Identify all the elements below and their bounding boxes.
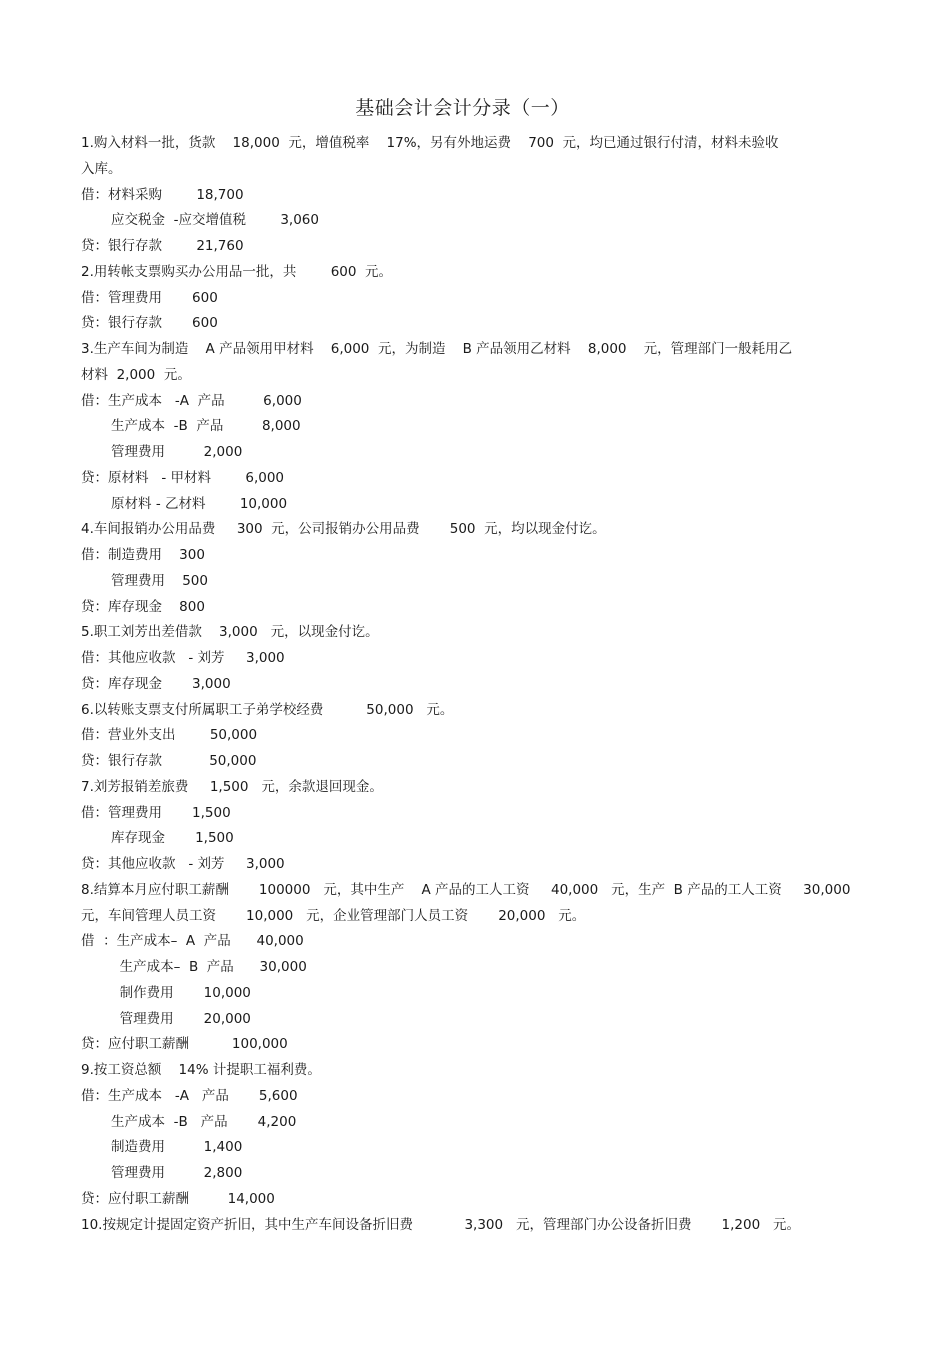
text-line: 管理费用 2,000 — [81, 444, 243, 460]
text-line: 贷：库存现金 3,000 — [81, 675, 231, 692]
text-line: 贷：库存现金 800 — [81, 598, 205, 615]
text-line: 借：生产成本 -A 产品 5,600 — [81, 1087, 298, 1104]
text-line: 生产成本 -B 产品 4,200 — [81, 1113, 297, 1130]
text-line: 10.按规定计提固定资产折旧，其中生产车间设备折旧费 3,300 元，管理部门办公设备折旧费 1,200 元。 — [81, 1216, 801, 1233]
document-title: 基础会计会计分录（一） — [355, 97, 570, 119]
text-line: 元，车间管理人员工资 10,000 元，企业管理部门人员工资 20,000 元。 — [81, 907, 586, 924]
text-line: 制作费用 10,000 — [81, 984, 251, 1001]
text-line: 借：材料采购 18,700 — [81, 186, 244, 203]
text-line: 库存现金 1,500 — [81, 830, 234, 847]
text-line: 借：管理费用 600 — [81, 289, 218, 306]
text-line: 借：其他应收款 - 刘芳 3,000 — [81, 650, 285, 666]
text-line: 贷：应付职工薪酬 14,000 — [81, 1190, 275, 1207]
text-line: 应交税金 -应交增值税 3,060 — [81, 212, 319, 229]
text-line: 借：制造费用 300 — [81, 547, 205, 563]
text-line: 5.职工刘芳出差借款 3,000 元，以现金付讫。 — [81, 624, 379, 641]
text-line: 管理费用 2,800 — [81, 1165, 243, 1181]
text-line: 3.生产车间为制造 A 产品领用甲材料 6,000 元，为制造 B 产品领用乙材料 8,000 元，管理部门一般耗用乙 — [81, 341, 793, 357]
text-line: 借 ：生产成本– A 产品 40,000 — [81, 933, 304, 950]
text-line: 贷：银行存款 21,760 — [81, 238, 244, 254]
text-line: 6.以转账支票支付所属职工子弟学校经费 50,000 元。 — [81, 701, 454, 718]
text-line: 生产成本– B 产品 30,000 — [81, 959, 307, 975]
text-line: 借：生产成本 -A 产品 6,000 — [81, 392, 302, 409]
text-line: 贷：其他应收款 - 刘芳 3,000 — [81, 856, 285, 872]
text-line: 借：管理费用 1,500 — [81, 804, 231, 821]
text-line: 4.车间报销办公用品费 300 元，公司报销办公用品费 500 元，均以现金付讫。 — [81, 521, 606, 538]
text-line: 贷：应付职工薪酬 100,000 — [81, 1036, 288, 1053]
text-line: 贷：原材料 - 甲材料 6,000 — [81, 469, 285, 486]
text-line: 9.按工资总额 14% 计提职工福利费。 — [81, 1062, 321, 1078]
text-line: 8.结算本月应付职工薪酬 100000 元，其中生产 A 产品的工人工资 40,000 元，生产 B 产品的工人工资 30,000 — [81, 881, 851, 898]
text-line: 制造费用 1,400 — [81, 1139, 243, 1156]
text-line: 2.用转帐支票购买办公用品一批，共 600 元。 — [81, 263, 393, 280]
text-line: 1.购入材料一批，货款 18,000 元，增值税率 17%，另有外地运费 700 元，均已通过银行付清，材料未验收 — [81, 135, 779, 151]
text-line: 7.刘芳报销差旅费 1,500 元，余款退回现金。 — [81, 778, 383, 795]
text-line: 管理费用 20,000 — [81, 1010, 251, 1027]
text-line: 入库。 — [81, 160, 122, 177]
text-line: 材料 2,000 元。 — [81, 366, 191, 383]
text-line: 贷：银行存款 50,000 — [81, 753, 257, 769]
text-line: 贷：银行存款 600 — [81, 315, 218, 332]
text-line: 生产成本 -B 产品 8,000 — [81, 418, 301, 435]
text-line: 借：营业外支出 50,000 — [81, 727, 258, 744]
text-line: 管理费用 500 — [81, 572, 208, 589]
text-line: 原材料 - 乙材料 10,000 — [81, 495, 288, 512]
